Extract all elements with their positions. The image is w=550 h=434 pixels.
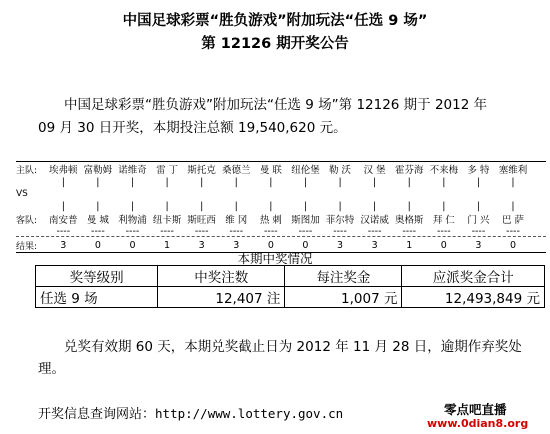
home-row	[16, 162, 546, 176]
watermark-url: www.0dian8.org	[427, 417, 529, 430]
divider-bar: |	[200, 200, 204, 212]
divider-bar: |	[407, 200, 411, 212]
dash-separator: ----	[333, 225, 347, 237]
away-label: 客队:	[16, 215, 38, 226]
divider-bar: |	[511, 200, 515, 212]
divider-bar: |	[61, 200, 65, 212]
away-team: 奥格斯	[394, 215, 424, 226]
dash-separator: ----	[298, 225, 313, 237]
prize-level: 任选 9 场	[36, 287, 158, 308]
home-team: 塞维利	[498, 165, 528, 176]
match-result: 3	[475, 239, 482, 251]
home-team: 富勒姆	[83, 165, 113, 176]
announcement-title: 中国足球彩票“胜负游戏”附加玩法“任选 9 场”	[122, 13, 428, 29]
match-result: 0	[129, 239, 136, 251]
dash-separator: ----	[91, 225, 105, 237]
query-line	[38, 403, 343, 422]
divider-bar: |	[442, 176, 446, 188]
away-team: 南安普	[49, 215, 78, 226]
divider-bar: |	[338, 200, 342, 212]
match-result: 1	[164, 239, 171, 251]
home-team: 曼 联	[259, 165, 282, 176]
divider-bar: |	[130, 176, 135, 188]
prize-total: 12,493,849 元	[402, 287, 545, 308]
home-team: 诺维奇	[118, 165, 147, 176]
match-result: 3	[198, 239, 205, 251]
lottery-website-link[interactable]: http://www.lottery.gov.cn	[155, 406, 344, 421]
match-table	[16, 161, 546, 253]
away-team: 利物浦	[118, 215, 147, 226]
away-bar-row	[16, 200, 546, 212]
watermark-brand: 零点吧直播	[444, 402, 507, 417]
divider-bar: |	[338, 176, 342, 188]
divider-bar: |	[269, 200, 273, 212]
divider-bar: |	[96, 200, 100, 212]
match-result: 0	[302, 239, 309, 251]
away-team: 菲尔特	[325, 215, 355, 226]
away-team: 维 冈	[225, 215, 248, 226]
match-result: 0	[267, 239, 274, 251]
divider-bar: |	[442, 200, 446, 212]
divider-bar: |	[96, 176, 100, 188]
divider-bar: |	[511, 176, 515, 188]
away-team: 热 刺	[259, 215, 282, 226]
divider-bar: |	[130, 200, 135, 212]
vs-row	[16, 188, 546, 200]
home-team: 纽伦堡	[291, 165, 320, 176]
away-team: 斯图加	[291, 215, 320, 226]
dash-separator: ----	[229, 225, 244, 237]
prize-amount: 1,007 元	[285, 287, 402, 308]
away-row	[16, 212, 546, 226]
home-team: 不来梅	[429, 165, 459, 176]
home-team: 埃弗顿	[49, 165, 78, 176]
match-result: 3	[371, 239, 378, 251]
dash-separator: ----	[194, 225, 209, 237]
home-team: 勒 沃	[329, 165, 352, 176]
divider-bar: |	[303, 176, 308, 188]
dash-separator: ----	[125, 225, 140, 237]
divider-bar: |	[407, 176, 411, 188]
dash-separator: ----	[367, 225, 382, 237]
dash-separator: ----	[56, 225, 71, 237]
result-label: 结果:	[16, 241, 38, 252]
divider-bar: |	[373, 200, 377, 212]
dash-separator: ----	[402, 225, 417, 237]
match-result: 0	[94, 239, 101, 251]
divider-bar: |	[61, 176, 65, 188]
divider-bar: |	[234, 176, 238, 188]
match-result: 3	[337, 239, 344, 251]
home-team: 汉 堡	[363, 165, 386, 176]
dash-separator: ----	[160, 225, 174, 237]
intro-line-2: 09 月 30 日开奖，本期投注总额 19,540,620 元。	[38, 120, 347, 136]
divider-bar: |	[165, 200, 169, 212]
home-bar-row	[16, 176, 546, 188]
prize-table-header-row	[36, 266, 545, 287]
query-label: 开奖信息查询网站：	[38, 407, 156, 422]
match-result: 0	[440, 239, 447, 251]
table-row	[36, 287, 545, 308]
home-team: 斯托克	[187, 165, 216, 176]
intro-line-1: 中国足球彩票“胜负游戏”附加玩法“任选 9 场”第 12126 期于 2012 年	[64, 97, 488, 113]
redemption-notice: 兑奖有效期 60 天，本期兑奖截止日为 2012 年 11 月 28 日，逾期作弃奖处理。	[38, 339, 522, 377]
divider-bar: |	[373, 176, 377, 188]
prize-section-title: 本期中奖情况	[237, 251, 313, 266]
announcement-issue-title: 第 12126 期开奖公告	[201, 36, 349, 52]
prize-count: 12,407 注	[158, 287, 285, 308]
match-result: 3	[60, 239, 67, 251]
divider-bar: |	[234, 200, 238, 212]
col-header-level: 奖等级别	[36, 266, 158, 287]
col-header-count: 中奖注数	[158, 266, 285, 287]
vs-label: VS	[16, 189, 28, 199]
match-result: 1	[406, 239, 413, 251]
col-header-total: 应派奖金合计	[402, 266, 545, 287]
prize-table	[35, 265, 545, 308]
dash-row	[16, 226, 546, 236]
away-team: 巴 萨	[502, 215, 525, 226]
divider-bar: |	[476, 176, 481, 188]
divider-bar: |	[269, 176, 273, 188]
away-team: 斯旺西	[187, 215, 216, 226]
home-team: 多 特	[467, 165, 490, 176]
away-team: 曼 城	[86, 215, 109, 226]
away-team: 拜 仁	[432, 215, 455, 226]
away-team: 门 兴	[467, 215, 490, 226]
divider-bar: |	[165, 176, 169, 188]
divider-bar: |	[303, 200, 308, 212]
home-team: 桑德兰	[222, 165, 251, 176]
match-result: 3	[233, 239, 240, 251]
away-team: 汉诺威	[360, 215, 389, 226]
col-header-amount: 每注奖金	[285, 266, 402, 287]
dash-separator: ----	[264, 225, 278, 237]
divider-bar: |	[476, 200, 481, 212]
away-team: 纽卡斯	[152, 215, 182, 226]
divider-bar: |	[200, 176, 204, 188]
home-team: 雷 丁	[156, 165, 179, 176]
match-result: 0	[509, 239, 517, 251]
dash-separator: ----	[436, 225, 451, 237]
dash-separator: ----	[471, 225, 486, 237]
intro-paragraph	[38, 94, 538, 140]
home-team: 霍芬海	[394, 165, 424, 176]
home-label: 主队:	[16, 165, 38, 176]
dash-separator: ----	[506, 225, 520, 237]
